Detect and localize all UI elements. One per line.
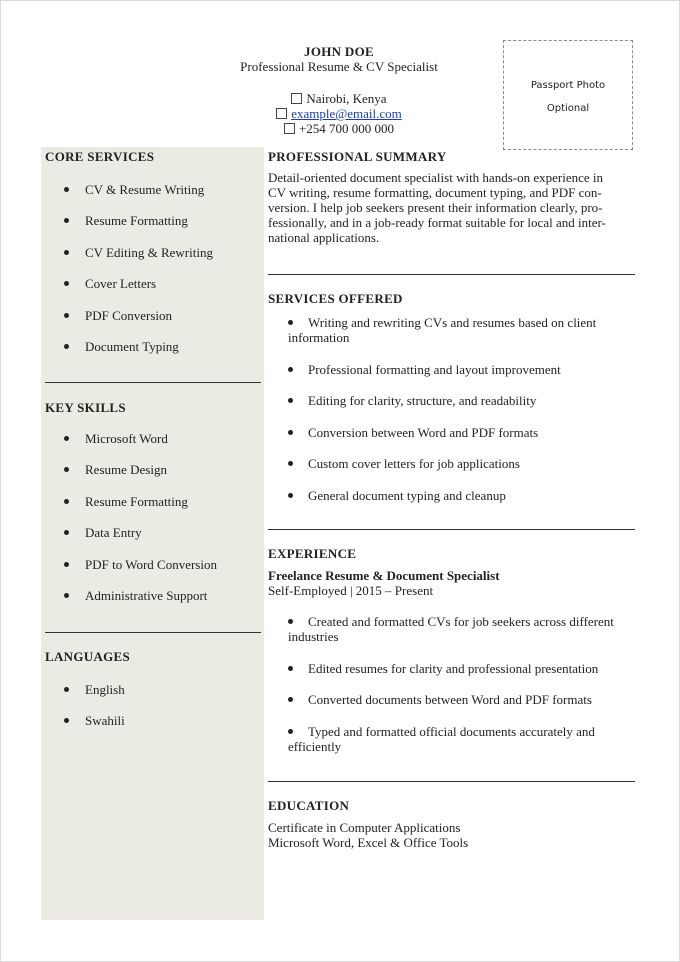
experience-list: [288, 614, 638, 770]
contact-block: [130, 91, 548, 136]
section-divider: [268, 274, 635, 275]
services-list: [288, 315, 638, 519]
list-item: Typed and formatted official documents accurately and efficiently: [288, 724, 638, 754]
email-icon: [276, 108, 287, 119]
core-services-list: [45, 182, 213, 370]
section-divider: [268, 781, 635, 782]
experience-heading: EXPERIENCE: [268, 546, 357, 561]
list-item: PDF to Word Conversion: [45, 557, 217, 588]
list-item: Data Entry: [45, 525, 217, 556]
services-heading: SERVICES OFFERED: [268, 291, 403, 306]
list-item: Edited resumes for clarity and professional presentation: [288, 661, 638, 676]
job-title: Freelance Resume & Document Specialist: [268, 568, 500, 583]
location-icon: [291, 93, 302, 104]
core-services-heading: CORE SERVICES: [45, 149, 155, 164]
summary-text: [268, 170, 630, 245]
languages-list: [45, 682, 125, 745]
job-meta: Self-Employed | 2015 – Present: [268, 583, 434, 598]
summary-line: national applications.: [268, 230, 380, 245]
list-item: Cover Letters: [45, 276, 213, 307]
photo-optional-label: Optional: [546, 103, 590, 114]
list-item: Resume Formatting: [45, 494, 217, 525]
education-details: [268, 820, 468, 850]
languages-heading: LANGUAGES: [45, 649, 131, 664]
summary-heading: PROFESSIONAL SUMMARY: [268, 149, 447, 164]
list-item: Microsoft Word: [45, 431, 217, 462]
education-line: Microsoft Word, Excel & Office Tools: [268, 835, 469, 850]
list-item: Document Typing: [45, 339, 213, 370]
list-item: Resume Design: [45, 462, 217, 493]
section-divider: [45, 382, 261, 383]
list-item: CV Editing & Rewriting: [45, 245, 213, 276]
section-divider: [268, 529, 635, 530]
email-link[interactable]: example@email.com: [291, 106, 402, 121]
phone-icon: [284, 123, 295, 134]
list-item: Conversion between Word and PDF formats: [288, 425, 638, 440]
list-item: Resume Formatting: [45, 213, 213, 244]
list-item: Writing and rewriting CVs and resumes based on client information: [288, 315, 638, 345]
phone-text: +254 700 000 000: [298, 121, 395, 136]
list-item: PDF Conversion: [45, 308, 213, 339]
passport-photo-placeholder: [503, 40, 633, 150]
list-item: Editing for clarity, structure, and readability: [288, 393, 638, 408]
list-item: Custom cover letters for job applications: [288, 456, 638, 471]
summary-line: version. I help job seekers present their information clearly, pro-: [268, 200, 603, 215]
list-item: Professional formatting and layout improvement: [288, 362, 638, 377]
summary-line: CV writing, resume formatting, document typing, and PDF con-: [268, 185, 602, 200]
location-text: Nairobi, Kenya: [306, 91, 387, 106]
photo-label: Passport Photo: [530, 80, 606, 91]
key-skills-list: [45, 431, 217, 619]
list-item: Converted documents between Word and PDF formats: [288, 692, 638, 707]
list-item: Administrative Support: [45, 588, 217, 619]
candidate-title: Professional Resume & CV Specialist: [240, 59, 438, 74]
summary-line: fessionally, and in a job-ready format suitable for local and inter-: [268, 215, 606, 230]
key-skills-heading: KEY SKILLS: [45, 400, 126, 415]
section-divider: [45, 632, 261, 633]
list-item: English: [45, 682, 125, 713]
list-item: Created and formatted CVs for job seekers across different industries: [288, 614, 638, 644]
summary-line: Detail-oriented document specialist with hands-on experience in: [268, 170, 603, 185]
education-line: Certificate in Computer Applications: [268, 820, 461, 835]
list-item: General document typing and cleanup: [288, 488, 638, 503]
candidate-name: JOHN DOE: [304, 44, 374, 59]
list-item: CV & Resume Writing: [45, 182, 213, 213]
list-item: Swahili: [45, 713, 125, 744]
resume-header: [130, 44, 548, 136]
education-heading: EDUCATION: [268, 798, 350, 813]
